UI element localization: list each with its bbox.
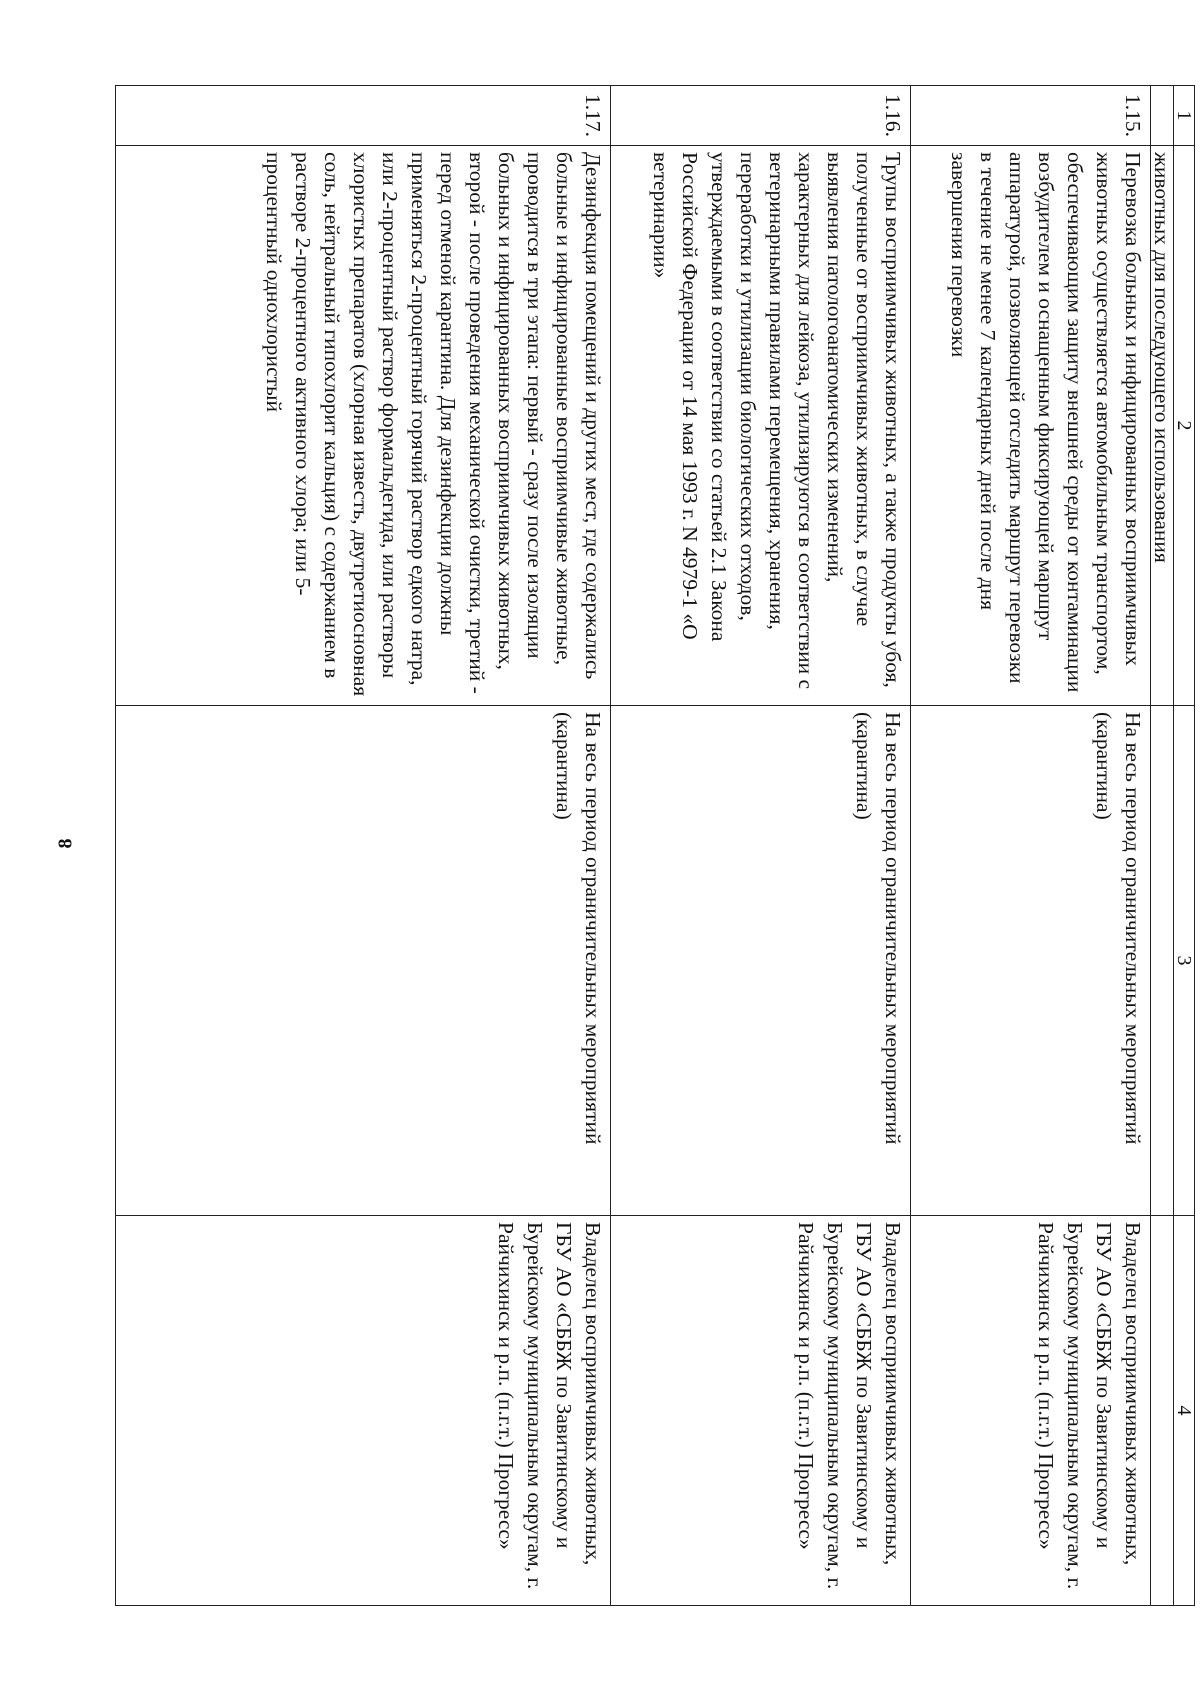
row-number: 1.15. bbox=[911, 86, 1151, 146]
page-number: 8 bbox=[54, 838, 77, 849]
measure-text: Дезинфекция помещений и других мест, где содержались больные и инфицированные восприимчивые животные, проводится в три этапа: первый - сразу после изоляции больных и инфицированных восприимчивых животных, второй - после проведения механической очистки, третий - перед отменой карантина. Для дезинфекции должны применяться 2-процентный горячий раствор едкого натра, или 2-процентный раствор формальдегида, или растворы хлористых препаратов (хлорная известь, двутретиосновная соль, нейтральный гипохлорит кальция) с содержанием в растворе 2-процентного активного хлора; или 5-процентный однохлористый bbox=[116, 146, 611, 706]
continuation-empty-cell bbox=[1151, 1216, 1174, 1606]
table-row bbox=[611, 86, 911, 1606]
header-cell-2: 2 bbox=[1174, 146, 1195, 706]
continuation-num-cell bbox=[1151, 86, 1174, 146]
header-cell-4: 4 bbox=[1174, 1216, 1195, 1606]
term-text: На весь период ограничительных мероприятий (карантина) bbox=[116, 706, 611, 1216]
measures-table bbox=[115, 85, 1195, 1606]
header-cell-3: 3 bbox=[1174, 706, 1195, 1216]
measure-text: Трупы восприимчивых животных, а также продукты убоя, полученные от восприимчивых животных, в случае выявления патологоанатомических изменений, характерных для лейкоза, утилизируются в соответствии с ветеринарными правилами перемещения, хранения, переработки и утилизации биологических отходов, утверждаемыми в соответствии со статьей 2.1 Закона Российской Федерации от 14 мая 1993 г. N 4979-1 «О ветеринарии» bbox=[611, 146, 911, 706]
term-text: На весь период ограничительных мероприятий (карантина) bbox=[611, 706, 911, 1216]
table-header-row bbox=[1174, 86, 1195, 1606]
measure-text: Перевозка больных и инфицированных восприимчивых животных осуществляется автомобильным транспортом, обеспечивающим защиту внешней среды от контаминации возбудителем и оснащенным фиксирующей маршрут аппаратурой, позволяющей отследить маршрут перевозки в течение не менее 7 календарных дней после дня завершения перевозки bbox=[911, 146, 1151, 706]
continuation-text: животных для последующего использования bbox=[1151, 146, 1174, 706]
continuation-empty-cell bbox=[1151, 706, 1174, 1216]
responsible-text: Владелец восприимчивых животных, ГБУ АО «СББЖ по Завитинскому и Бурейскому муниципальным округам, г. Райчихинск и р.п. (п.г.т.) Прогресс» bbox=[911, 1216, 1151, 1606]
rotated-table-container bbox=[115, 85, 1195, 1605]
table-row bbox=[116, 86, 611, 1606]
row-number: 1.17. bbox=[116, 86, 611, 146]
table-row bbox=[911, 86, 1151, 1606]
continuation-row bbox=[1151, 86, 1174, 1606]
term-text: На весь период ограничительных мероприятий (карантина) bbox=[911, 706, 1151, 1216]
row-number: 1.16. bbox=[611, 86, 911, 146]
header-cell-1: 1 bbox=[1174, 86, 1195, 146]
responsible-text: Владелец восприимчивых животных, ГБУ АО «СББЖ по Завитинскому и Бурейскому муниципальным округам, г. Райчихинск и р.п. (п.г.т.) Прогресс» bbox=[611, 1216, 911, 1606]
responsible-text: Владелец восприимчивых животных, ГБУ АО «СББЖ по Завитинскому и Бурейскому муниципальным округам, г. Райчихинск и р.п. (п.г.т.) Прогресс» bbox=[116, 1216, 611, 1606]
